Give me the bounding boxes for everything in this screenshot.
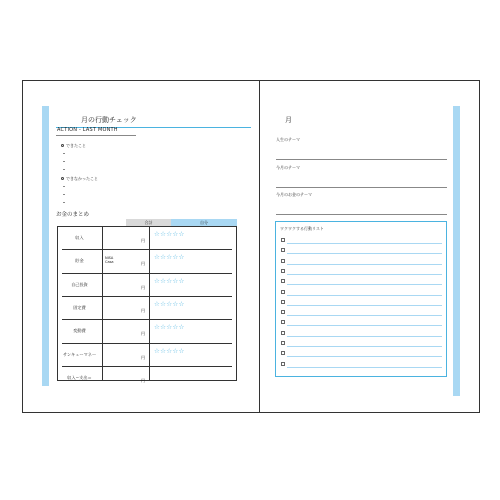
checkbox[interactable] bbox=[281, 320, 285, 324]
yen-unit: 円 bbox=[141, 284, 145, 290]
yen-unit: 円 bbox=[141, 307, 145, 313]
not-done-bullet-icon bbox=[61, 177, 64, 180]
list-dash bbox=[63, 153, 65, 154]
right-page bbox=[259, 80, 480, 413]
checklist-line bbox=[287, 264, 442, 265]
money-summary-title: お金のまとめ bbox=[56, 212, 90, 218]
list-dash bbox=[63, 194, 65, 195]
checklist-line bbox=[287, 253, 442, 254]
row-label: 固定費 bbox=[73, 304, 86, 310]
row-label: 収入−支出＝ bbox=[67, 374, 92, 380]
checkbox[interactable] bbox=[281, 279, 285, 283]
subtitle-underline bbox=[56, 135, 136, 136]
row-label: 自己投資 bbox=[71, 281, 88, 287]
row-note: NISA Casa bbox=[105, 256, 114, 265]
theme-month-label: 今月のテーマ bbox=[276, 165, 300, 170]
star-rating[interactable]: ☆☆☆☆☆ bbox=[154, 299, 185, 308]
yen-unit: 円 bbox=[141, 354, 145, 360]
checkbox[interactable] bbox=[281, 248, 285, 252]
checkbox[interactable] bbox=[281, 331, 285, 335]
not-done-title: できなかったこと bbox=[66, 176, 98, 181]
star-rating[interactable]: ☆☆☆☆☆ bbox=[154, 230, 185, 238]
checkbox[interactable] bbox=[281, 351, 285, 355]
theme-life-line bbox=[276, 159, 447, 160]
page-title: 月の行動チェック bbox=[81, 116, 137, 124]
checklist-line bbox=[287, 346, 442, 347]
list-dash bbox=[63, 202, 65, 203]
row-divider bbox=[62, 296, 232, 297]
checkbox[interactable] bbox=[281, 341, 285, 345]
exciting-actions-title: ワクワクする行動リスト bbox=[280, 226, 324, 231]
row-label: 貯金 bbox=[75, 258, 84, 264]
star-rating[interactable]: ☆☆☆☆☆ bbox=[154, 323, 185, 332]
left-page bbox=[22, 80, 260, 413]
checklist-line bbox=[287, 356, 442, 357]
left-accent-bar bbox=[42, 106, 49, 386]
page-subtitle: ACTION - LAST MONTH bbox=[57, 127, 118, 133]
list-dash bbox=[63, 186, 65, 187]
checklist-line bbox=[287, 274, 442, 275]
checklist-line bbox=[287, 305, 442, 306]
yen-unit: 円 bbox=[141, 238, 145, 243]
theme-money-label: 今月のお金のテーマ bbox=[276, 192, 312, 197]
checklist-line bbox=[287, 243, 442, 244]
checkbox[interactable] bbox=[281, 269, 285, 273]
checkbox[interactable] bbox=[281, 310, 285, 314]
star-rating[interactable]: ☆☆☆☆☆ bbox=[154, 276, 185, 285]
row-divider bbox=[62, 273, 232, 274]
checkbox[interactable] bbox=[281, 300, 285, 304]
checkbox[interactable] bbox=[281, 290, 285, 294]
checklist-line bbox=[287, 325, 442, 326]
row-divider bbox=[62, 319, 232, 320]
checkbox[interactable] bbox=[281, 259, 285, 263]
theme-money-line bbox=[276, 214, 447, 215]
right-accent-bar bbox=[453, 106, 460, 396]
yen-unit: 円 bbox=[141, 261, 145, 267]
checklist-line bbox=[287, 315, 442, 316]
exciting-actions-box bbox=[275, 221, 447, 377]
row-divider bbox=[62, 249, 232, 250]
star-rating[interactable]: ☆☆☆☆☆ bbox=[154, 253, 185, 262]
list-dash bbox=[63, 169, 65, 170]
row-divider bbox=[62, 366, 232, 367]
row-divider bbox=[62, 343, 232, 344]
checklist-line bbox=[287, 367, 442, 368]
theme-life-label: 人生のテーマ bbox=[276, 137, 300, 142]
theme-month-line bbox=[276, 187, 447, 188]
list-dash bbox=[63, 161, 65, 162]
row-label: サンキューマネー bbox=[62, 351, 97, 357]
col-self-eval-header: 自分 bbox=[171, 219, 237, 226]
checkbox[interactable] bbox=[281, 362, 285, 366]
did-bullet-icon bbox=[61, 144, 64, 147]
checklist-line bbox=[287, 336, 442, 337]
did-title: できたこと bbox=[66, 143, 86, 148]
yen-unit: 円 bbox=[141, 377, 145, 383]
right-page-title: 月 bbox=[285, 116, 292, 124]
checklist-line bbox=[287, 284, 442, 285]
checklist-line bbox=[287, 295, 442, 296]
star-rating[interactable]: ☆☆☆☆☆ bbox=[154, 346, 185, 355]
row-label: 収入 bbox=[75, 235, 84, 240]
checkbox[interactable] bbox=[281, 238, 285, 242]
yen-unit: 円 bbox=[141, 331, 145, 337]
row-label: 変動費 bbox=[73, 328, 86, 334]
col-total-header: 合計 bbox=[126, 219, 171, 226]
